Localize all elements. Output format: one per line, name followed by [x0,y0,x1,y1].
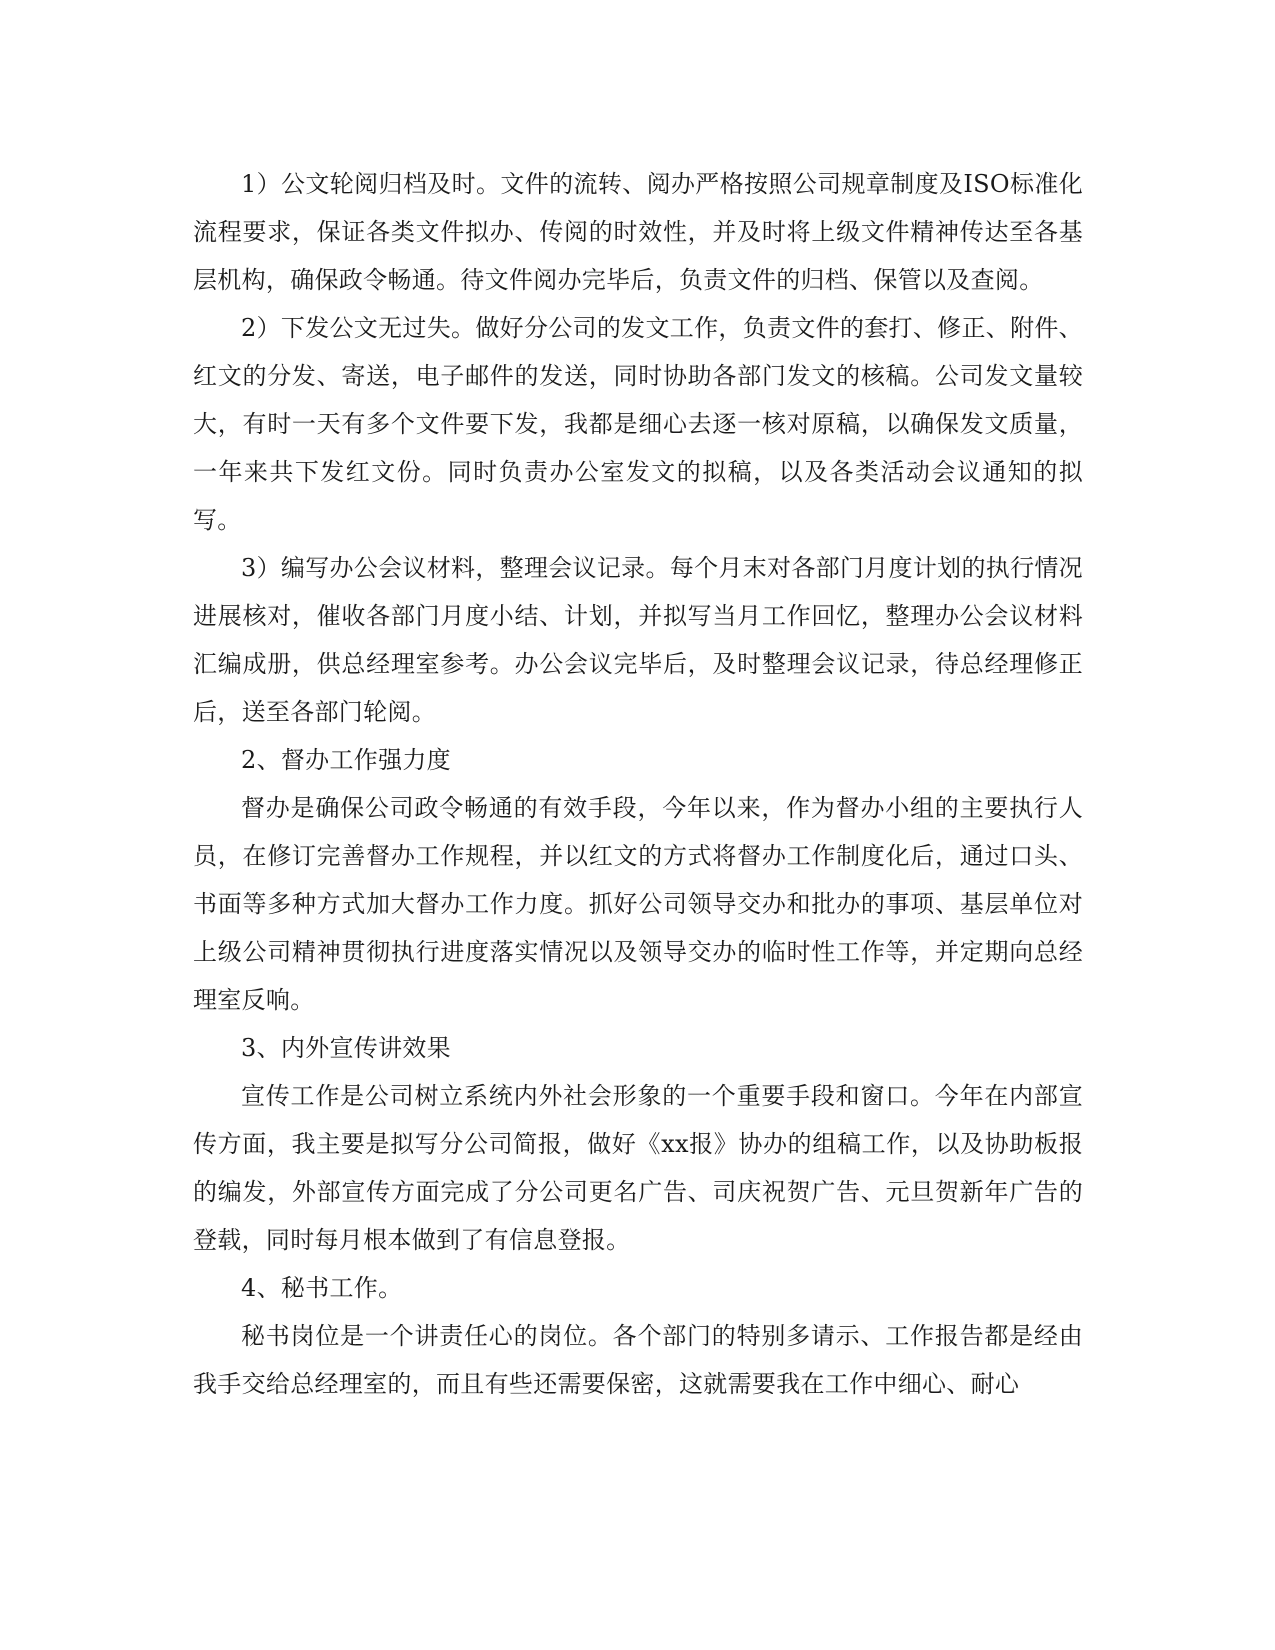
paragraph-issuing-documents: 2）下发公文无过失。做好分公司的发文工作，负责文件的套打、修正、附件、红文的分发、寄送，电子邮件的发送，同时协助各部门发文的核稿。公司发文量较大，有时一天有多个文件要下发，我都是细心去逐一核对原稿，以确保发文质量，一年来共下发红文份。同时负责办公室发文的拟稿，以及各类活动会议通知的拟写。 [193,314,1083,534]
paragraph-archiving: 1）公文轮阅归档及时。文件的流转、阅办严格按照公司规章制度及ISO标准化流程要求，保证各类文件拟办、传阅的时效性，并及时将上级文件精神传达至各基层机构，确保政令畅通。待文件阅办完毕后，负责文件的归档、保管以及查阅。 [193,170,1083,294]
document-body [193,160,1083,1408]
paragraph-meeting-materials: 3）编写办公会议材料，整理会议记录。每个月末对各部门月度计划的执行情况进展核对，催收各部门月度小结、计划，并拟写当月工作回忆，整理办公会议材料汇编成册，供总经理室参考。办公会议完毕后，及时整理会议记录，待总经理修正后，送至各部门轮阅。 [193,554,1083,726]
paragraph-supervision: 督办是确保公司政令畅通的有效手段，今年以来，作为督办小组的主要执行人员，在修订完善督办工作规程，并以红文的方式将督办工作制度化后，通过口头、书面等多种方式加大督办工作力度。抓好公司领导交办和批办的事项、基层单位对上级公司精神贯彻执行进度落实情况以及领导交办的临时性工作等，并定期向总经理室反响。 [193,794,1083,1014]
section-heading-publicity: 3、内外宣传讲效果 [241,1034,451,1062]
paragraph-publicity: 宣传工作是公司树立系统内外社会形象的一个重要手段和窗口。今年在内部宣传方面，我主要是拟写分公司简报，做好《xx报》协办的组稿工作，以及协助板报的编发，外部宣传方面完成了分公司更名广告、司庆祝贺广告、元旦贺新年广告的登载，同时每月根本做到了有信息登报。 [193,1082,1083,1254]
section-heading-secretary: 4、秘书工作。 [241,1274,403,1302]
paragraph-secretary: 秘书岗位是一个讲责任心的岗位。各个部门的特别多请示、工作报告都是经由我手交给总经理室的，而且有些还需要保密，这就需要我在工作中细心、耐心 [193,1322,1083,1398]
section-heading-supervision: 2、督办工作强力度 [241,746,451,774]
